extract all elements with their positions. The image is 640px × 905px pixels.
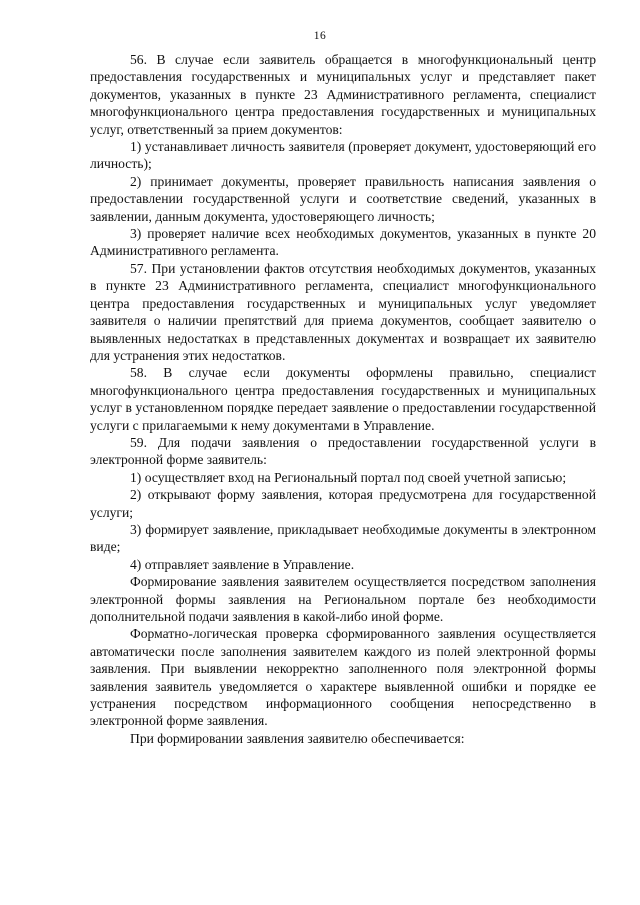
paragraph-provided: При формировании заявления заявителю обеспечивается: — [130, 730, 465, 746]
page-number: 16 — [313, 30, 327, 42]
list-item-56-1: 1) устанавливает личность заявителя (проверяет документ, удостоверяющий его личность); — [90, 139, 596, 172]
list-item-59-1: 1) осуществляет вход на Региональный портал под своей учетной записью; — [130, 469, 567, 485]
document-body — [90, 51, 596, 747]
paragraph-59: 59. Для подачи заявления о предоставлении государственной услуги в электронной форме заявитель: — [90, 434, 596, 468]
paragraph-56: 56. В случае если заявитель обращается в многофункциональный центр предоставления государственных и муниципальных услуг и представляет пакет документов, указанных в пункте 23 Административного регламента, специалист многофункционального центра предоставления государственных и муниципальных услуг, ответственный за прием документов: — [90, 52, 596, 137]
list-item-59-2: 2) открывают форму заявления, которая предусмотрена для государственной услуги; — [90, 487, 596, 520]
list-item-59-3: 3) формирует заявление, прикладывает необходимые документы в электронном виде; — [90, 521, 596, 555]
list-item-56-2: 2) принимает документы, проверяет правильность написания заявления о предоставлении государственной услуги и соответствие сведений, указанных в заявлении, данным документа, удостоверяющего личность; — [90, 173, 596, 224]
paragraph-57: 57. При установлении фактов отсутствия необходимых документов, указанных в пункте 23 Административного регламента, специалист многофункционального центра предоставления государственных и муниципальных услуг уведомляет заявителя о наличии препятствий для приема документов, сообщает заявителю о выявленных недостатках в представленных документах и возвращает их заявителю для устранения этих недостатков. — [90, 260, 596, 363]
paragraph-58: 58. В случае если документы оформлены правильно, специалист многофункционального центра предоставления государственных и муниципальных услуг в установленном порядке передает заявление о предоставлении государственной услуги с прилагаемыми к нему документами в Управление. — [90, 365, 596, 433]
list-item-59-4: 4) отправляет заявление в Управление. — [130, 556, 355, 572]
paragraph-form-filling: Формирование заявления заявителем осуществляется посредством заполнения электронной формы заявления на Региональном портале без необходимости дополнительной подачи заявления в какой-либо иной форме. — [90, 574, 596, 624]
list-item-56-3: 3) проверяет наличие всех необходимых документов, указанных в пункте 20 Административного регламента. — [90, 226, 596, 259]
paragraph-format-check: Форматно-логическая проверка сформированного заявления осуществляется автоматически после заполнения заявителем каждого из полей электронной формы заявления. При выявлении некорректно заполненного поля электронной формы заявления заявитель уведомляется о характере выявленной ошибки и порядке ее устранения посредством информационного сообщения непосредственно в электронной форме заявления. — [90, 626, 596, 729]
